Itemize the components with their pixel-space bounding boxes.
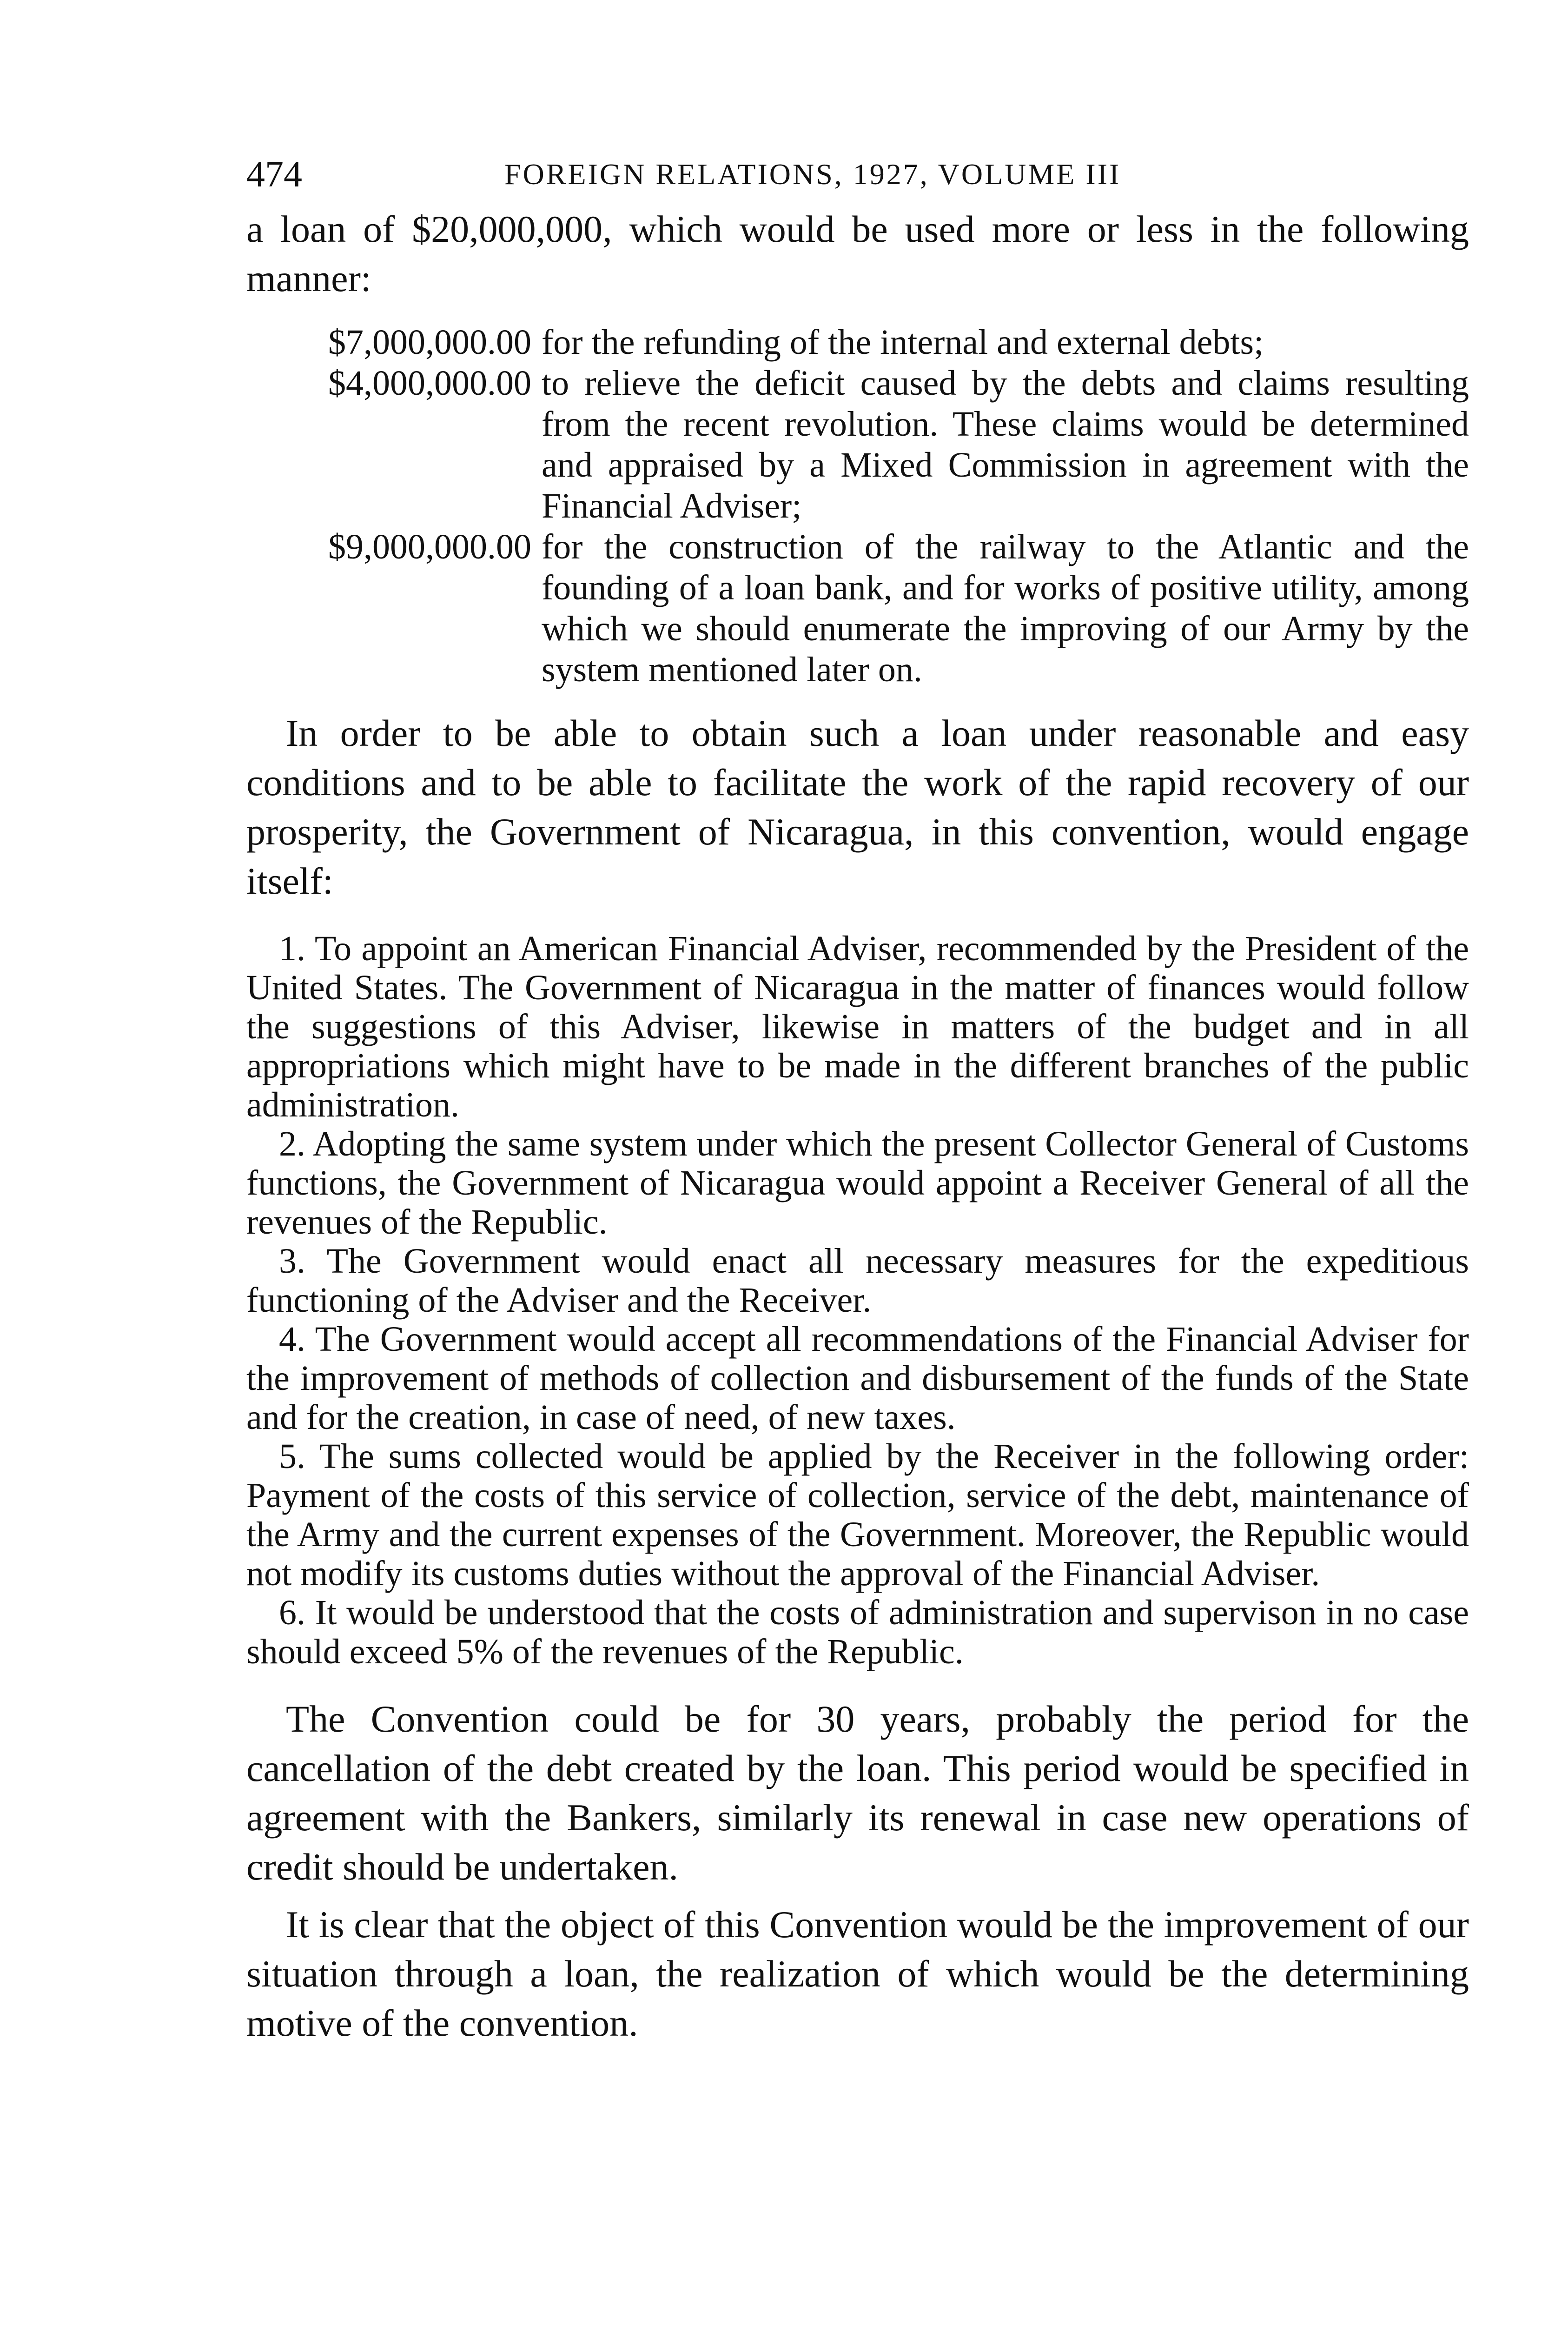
convention-object-paragraph: It is clear that the object of this Convention would be the improvement of our situation through a loan, the realization of which would be the determining motive of the convention. xyxy=(246,1903,1469,2044)
engagement-item-4: 4. The Government would accept all recommendations of the Financial Adviser for the improvement of methods of collection and disbursement of the funds of the State and for the creation, in case of need, of new taxes. xyxy=(246,1320,1469,1437)
running-head: FOREIGN RELATIONS, 1927, VOLUME III xyxy=(504,158,1121,191)
engagement-item-2: 2. Adopting the same system under which the present Collector General of Customs functions, the Government of Nicaragua would appoint a Receiver General of all the revenues of the Republic. xyxy=(246,1124,1469,1242)
allocation-item xyxy=(284,363,1469,526)
document-page xyxy=(246,153,1469,2048)
closing-section xyxy=(246,1694,1469,2048)
allocation-list xyxy=(284,322,1469,690)
page-header xyxy=(246,153,1469,205)
engagement-item-3: 3. The Government would enact all necessary measures for the expeditious functioning of the Adviser and the Receiver. xyxy=(246,1242,1469,1320)
engagement-item-6: 6. It would be understood that the costs of administration and supervison in no case should exceed 5% of the revenues of the Republic. xyxy=(246,1593,1469,1671)
engagement-item-5: 5. The sums collected would be applied by the Receiver in the following order: Payment of the costs of this service of collection, service of the debt, maintenance of the Army and the current expenses of the Government. Moreover, the Republic would not modify its customs duties without the approval of the Financial Adviser. xyxy=(246,1437,1469,1593)
allocation-amount: $9,000,000.00 xyxy=(328,527,531,566)
allocation-amount: $4,000,000.00 xyxy=(328,364,531,403)
engagement-item-1: 1. To appoint an American Financial Adviser, recommended by the President of the United States. The Government of Nicaragua in the matter of finances would follow the suggestions of this Adviser, likewise in matters of the budget and in all appropriations which might have to be made in the different branches of the public administration. xyxy=(246,929,1469,1124)
allocation-amount: $7,000,000.00 xyxy=(328,323,531,362)
engagement-list xyxy=(246,929,1469,1671)
allocation-item xyxy=(284,526,1469,690)
allocation-description: for the refunding of the internal and external debts; xyxy=(542,323,1264,362)
allocation-item xyxy=(284,322,1469,363)
allocation-description: to relieve the deficit caused by the debts and claims resulting from the recent revolution. These claims would be determined and appraised by a Mixed Commission in agreement with the Financial Adviser; xyxy=(542,364,1469,525)
conditions-paragraph: In order to be able to obtain such a loan under reasonable and easy conditions and to be able to facilitate the work of the rapid recovery of our prosperity, the Government of Nicaragua, in this convention, would engage itself: xyxy=(246,712,1469,902)
intro-paragraph: a loan of $20,000,000, which would be used more or less in the following manner: xyxy=(246,208,1469,299)
allocation-description: for the construction of the railway to the Atlantic and the founding of a loan bank, and for works of positive utility, among which we should enumerate the improving of our Army by the system mentioned later on. xyxy=(542,527,1469,689)
page-number: 474 xyxy=(246,154,302,195)
convention-term-paragraph: The Convention could be for 30 years, probably the period for the cancellation of the debt created by the loan. This period would be specified in agreement with the Bankers, similarly its renewal in case new operations of credit should be undertaken. xyxy=(246,1698,1469,1888)
